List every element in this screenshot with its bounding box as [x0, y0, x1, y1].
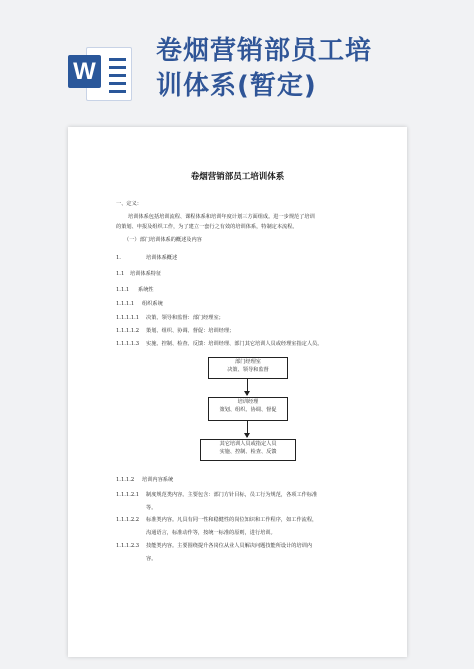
- item-number: 1.1.1.2.3: [116, 543, 140, 549]
- content-item-continuation: 沟通语言，标准动作等，按统一标准的原则，进行培训。: [146, 530, 276, 536]
- content-item: [116, 543, 312, 550]
- heading-number: 1.: [116, 255, 121, 261]
- word-logo-badge: W: [68, 55, 101, 88]
- item-text: 技能类内容。主要围绕提升各岗位从业人员解决问题技能所设计的培训内: [146, 543, 313, 549]
- heading-1-1-1-2: [116, 477, 173, 484]
- document-page: [68, 127, 407, 657]
- flowchart-box-title: 部门经理室: [235, 359, 261, 365]
- heading-1-1-1: [116, 287, 154, 294]
- flowchart-arrow: [247, 421, 248, 437]
- page-title-line-2: 训体系(暂定): [156, 71, 317, 101]
- page-banner: [0, 0, 474, 120]
- intro-paragraph-line-1: 培训体系包括培训流程、课程体系和培训年度计划三方面组成。进一步规范了培训: [128, 214, 315, 220]
- item-number: 1.1.1.2.2: [116, 517, 140, 523]
- item-number: 1.1.1.1.1: [116, 315, 140, 321]
- list-item: [116, 341, 322, 348]
- heading-number: 1.1.1.2: [116, 477, 135, 483]
- item-text: 决策、领导和监督：部门经理室；: [146, 315, 224, 321]
- item-text: 标准类内容。凡具有同一性和稳健性的岗位知识和工作程序，如工作流程，: [146, 517, 318, 523]
- heading-1: [116, 255, 177, 262]
- flowchart-box-training-manager: [208, 397, 288, 421]
- item-text: 实施、控制、检查、反馈：培训经理、部门其它培训人员或经理室指定人员。: [146, 341, 323, 347]
- heading-number: 1.1.1.1: [116, 301, 135, 307]
- list-item: [116, 315, 224, 322]
- item-text: 制度规范类内容。主要包含：部门方针目标，员工行为规范，各项工作标准: [146, 492, 318, 498]
- subsection-heading: （一）部门培训体系的概述及内容: [124, 237, 202, 243]
- heading-1-1: [116, 271, 161, 278]
- flowchart-box-staff: [200, 439, 296, 461]
- content-item: [116, 492, 317, 499]
- document-title: 卷烟营销部员工培训体系: [190, 172, 285, 182]
- heading-text: 培训内容系统: [142, 477, 174, 483]
- heading-text: 组织系统: [142, 301, 163, 307]
- page-title: [156, 34, 456, 104]
- flowchart-arrow: [247, 379, 248, 395]
- page-title-line-1: 卷烟营销部员工培: [156, 36, 373, 66]
- content-item-continuation: 等。: [146, 505, 157, 511]
- flowchart-box-role: 策划、组织、协调、督促: [219, 407, 277, 413]
- heading-number: 1.1: [116, 271, 125, 277]
- flowchart-box-title: 其它培训人员或指定人员: [219, 441, 277, 447]
- heading-text: 培训体系概述: [146, 255, 178, 261]
- heading-1-1-1-1: [116, 301, 163, 308]
- flowchart-box-title: 培训经理: [237, 399, 259, 405]
- item-text: 策划、组织、协调、督促：培训经理；: [146, 328, 235, 334]
- heading-number: 1.1.1: [116, 287, 130, 293]
- heading-text: 培训体系特征: [130, 271, 162, 277]
- item-number: 1.1.1.1.3: [116, 341, 140, 347]
- list-item: [116, 328, 234, 335]
- flowchart-box-role: 实施、控制、检查、反馈: [219, 449, 277, 455]
- intro-paragraph-line-2: 的策划、申报及组织工作，为了建立一套行之有效的培训体系，特制定本流程。: [116, 224, 298, 230]
- item-number: 1.1.1.2.1: [116, 492, 140, 498]
- item-number: 1.1.1.1.2: [116, 328, 140, 334]
- flowchart-box-management: [208, 357, 288, 379]
- content-item-continuation: 容。: [146, 556, 157, 562]
- flowchart-box-role: 决策、领导和监督: [227, 367, 269, 373]
- section-heading: 一、定义：: [116, 201, 142, 207]
- content-item: [116, 517, 317, 524]
- heading-text: 系统性: [138, 287, 154, 293]
- word-document-icon: [68, 41, 132, 101]
